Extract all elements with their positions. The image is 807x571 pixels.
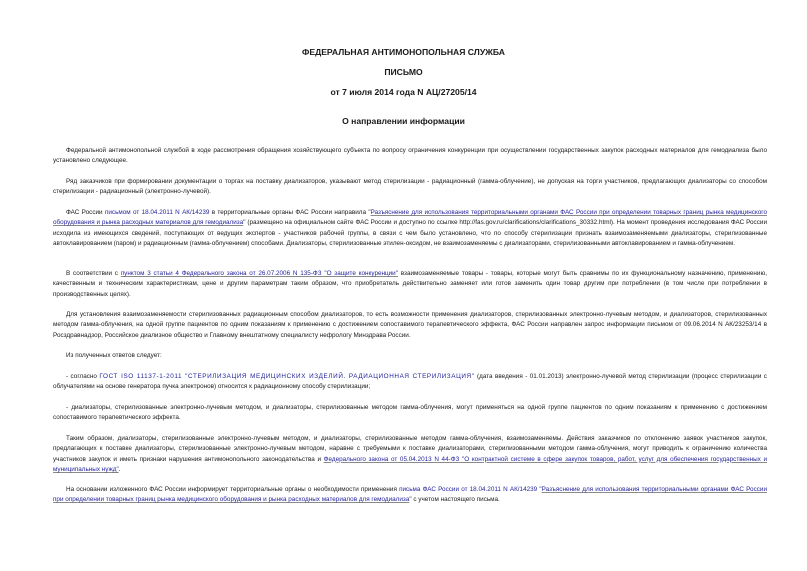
text-segment: - согласно (66, 373, 100, 380)
text-segment: (дата введения - 01.01.2013) электронно-лучевой метод стерилизации (процесс стерилизации с облучателями на основе генератора пучка электронов) относится к радиационному способу стерилизации; (53, 373, 767, 391)
paragraph-conclusion (53, 434, 767, 475)
paragraph-law-definition (53, 269, 767, 300)
text-segment: В соответствии с (66, 270, 121, 277)
text-segment: На основании изложенного ФАС России информирует территориальные органы о необходимости применения (66, 486, 400, 493)
document-subject: О направлении информации (342, 116, 465, 126)
document-date-number: от 7 июля 2014 года N АЦ/27205/14 (330, 87, 477, 97)
clarification-link-final[interactable]: Разъяснение для использования территориальными органами ФАС России при определении товарных границ рынка медицинского оборудования и рынка расходных материалов для гемодиализа (53, 486, 768, 504)
paragraph-request: Для установления взаимозаменяемости стерилизованных радиационным способом диализаторов, то есть возможности применения диализаторов, стерилизованных электронно-лучевым методом, и диализаторов, стерилизованных методом гамма-облучения, на одной группе пациентов по одним показаниям к применению с достижением сопоставимого терапевтического эффекта, ФАС России направлен запрос информации письмом от 09.06.2014 N АК/23253/14 в Росздравнадзор, Российское диализное общество и Главному внештатному специалисту нефрологу Минздрава России. (53, 311, 767, 339)
paragraph-gost (53, 372, 767, 393)
text-segment: Таким образом, диализаторы, стерилизованные электронно-лучевым методом, и диализаторы, стерилизованные методом гамма-облучения, взаимозаменяемы. Действия заказчиков по отклонению заявок участников закупок, предлагающих к поставке диализаторы, стерилизованные электронно-лучевым методом, наравне с требуемыми к поставке диализаторами, стерилизованными методом гамма-облучения, могут приводить к ограничению количества участников закупок и иметь признаки нарушения антимонопольного законодательства и (53, 435, 767, 463)
agency-title: ФЕДЕРАЛЬНАЯ АНТИМОНОПОЛЬНАЯ СЛУЖБА (302, 47, 505, 57)
paragraph-fas-letter (53, 208, 767, 249)
paragraph-dialyzers-equivalent: - диализаторы, стерилизованные электронно-лучевым методом, и диализаторы, стерилизованные методом гамма-облучения, могут применяться на одной группе пациентов по одним показаниям к применению с достижением сопоставимого терапевтического эффекта. (53, 404, 767, 422)
text-segment: ФАС России (66, 209, 105, 216)
document-type: ПИСЬМО (384, 67, 423, 77)
gost-link[interactable]: ГОСТ ISO 11137-1-2011 "СТЕРИЛИЗАЦИЯ МЕДИЦИНСКИХ ИЗДЕЛИЙ. РАДИАЦИОННАЯ СТЕРИЛИЗАЦИЯ" (99, 373, 475, 380)
paragraph-final (53, 485, 767, 506)
text-segment: " (размещено на официальном сайте ФАС России и доступно по ссылке http://fas.gov.ru/clarifications/clarifications_30332.html). На момент проведения исследования ФАС России исходила из имеющихся сведений, поступающих от ведущих экспертов - участников рабочей группы, в связи с чем было установлено, что по способу стерилизации признать взаимозаменяемыми диализаторы, стерилизованные автоклавированием (паром) и радиационным (гамма-облучением) способами. Диализаторы, стерилизованные этилен-оксидом, не взаимозаменяемы с диализаторами, стерилизованными автоклавированием и гамма-облучением. (53, 219, 767, 248)
text-segment: . (118, 466, 121, 474)
letter-link-final[interactable]: письма ФАС России от 18.04.2011 N АК/14239 (399, 486, 538, 493)
paragraph-intro: Федеральной антимонопольной службой в ходе рассмотрения обращения хозяйствующего субъекта по вопросу ограничения конкуренции при осуществлении государственных закупок расходных материалов для гемодиализа было установлено следующее. (53, 147, 767, 165)
text-segment: " (537, 486, 542, 493)
letter-link[interactable]: письмом от 18.04.2011 N АК/14239 (104, 209, 210, 216)
paragraph-answers-intro: Из полученных ответов следует: (66, 352, 162, 359)
clarification-link[interactable]: Разъяснение для использования территориальными органами ФАС России при определении товарных границ рынка медицинского оборудования и рынка расходных материалов для гемодиализа (53, 209, 767, 227)
text-segment: " с учетом настоящего письма. (409, 496, 500, 504)
text-segment: в территориальные органы ФАС России направила " (209, 209, 371, 216)
text-segment: взаимозаменяемые товары - товары, которые могут быть сравнимы по их функциональному назначению, применению, качественным и техническим характеристикам, цене и другим параметрам таким образом, что приобретатель действительно заменяет или готов заменить один товар другим при потреблении (в том числе при потреблении в производственных целях). (53, 270, 767, 298)
procurement-law-link[interactable]: Федерального закона от 05.04.2013 N 44-ФЗ "О контрактной системе в сфере закупок товаров, работ, услуг для обеспечения государственных и муниципальных нужд" (53, 455, 767, 474)
competition-law-link[interactable]: пунктом 3 статьи 4 Федерального закона от 26.07.2006 N 135-ФЗ "О защите конкуренции" (120, 270, 398, 277)
paragraph-customers: Ряд заказчиков при формировании документации о торгах на поставку диализаторов, указывают метод стерилизации - радиационный (гамма-облучение), не допуская на торги участников, предлагающих диализаторы со способом стерилизации - радиационный (электронно-лучевой). (53, 178, 767, 196)
